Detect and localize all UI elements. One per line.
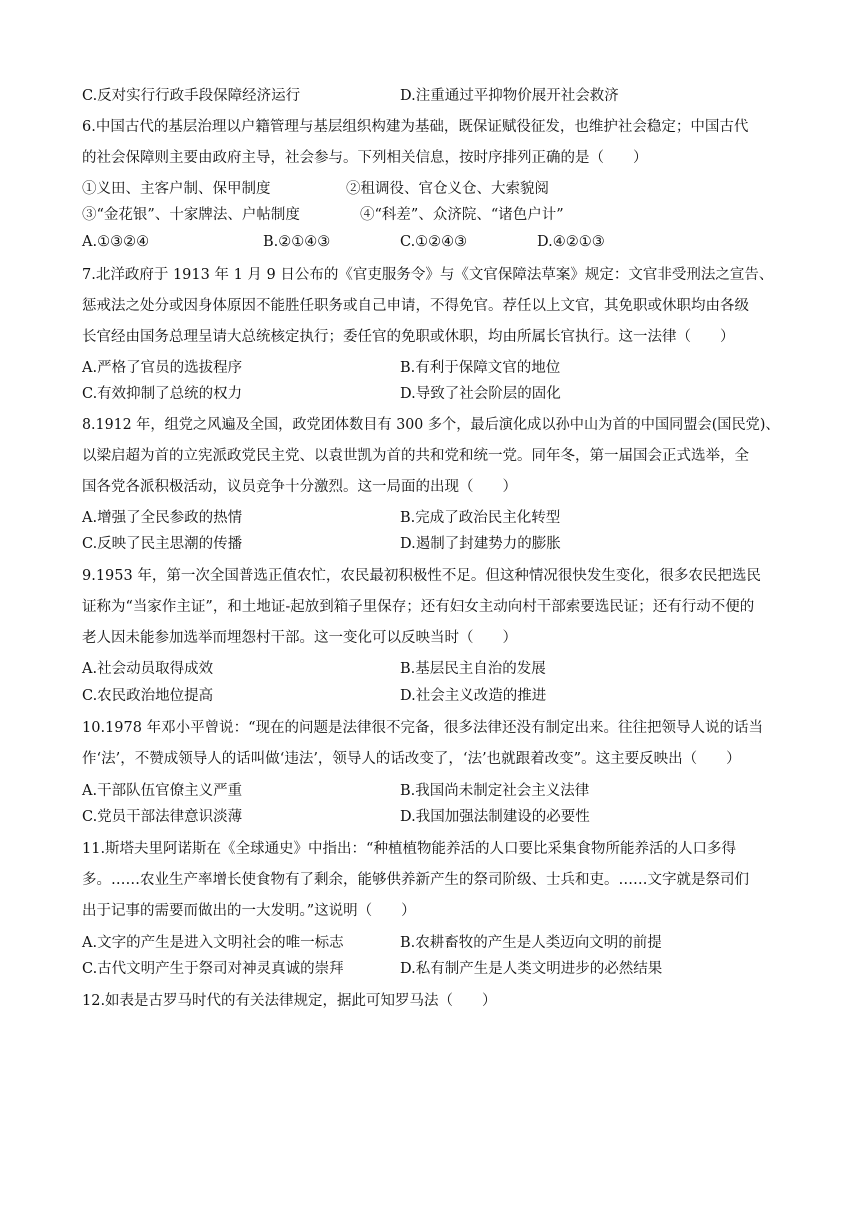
q7-option-a: A.严格了官员的选拔程序 [82,360,243,376]
q8-option-c: C.反映了民主思潮的传播 [82,536,243,552]
q9-option-a: A.社会动员取得成效 [82,661,214,677]
q7-stem-line3: 长官经由国务总理呈请大总统核定执行；委任官的免职或休职，均由所属长官执行。这一法律（ ） [82,329,735,345]
q7-option-c: C.有效抑制了总统的权力 [82,386,243,402]
q10-option-b: B.我国尚未制定社会主义法律 [400,783,590,799]
q9-option-b: B.基层民主自治的发展 [400,661,546,677]
q8-stem-line2: 以梁启超为首的立宪派政党民主党、以袁世凯为首的共和党和统一党。同年冬，第一届国会正式选举，全 [82,448,749,464]
q8-stem-line3: 国各党各派积极活动，议员竞争十分激烈。这一局面的出现（ ） [82,479,517,495]
q11-option-c: C.古代文明产生于祭司对神灵真诚的崇拜 [82,961,344,977]
q6-stem-line2: 的社会保障则主要由政府主导，社会参与。下列相关信息，按时序排列正确的是（ ） [82,150,648,166]
q6-option-b: B.②①④③ [263,234,331,250]
q10-option-a: A.干部队伍官僚主义严重 [82,783,243,799]
q6-option-c: C.①②④③ [400,234,468,250]
q11-stem-line1: 11.斯塔夫里阿诺斯在《全球通史》中指出：“种植植物能养活的人口要比采集食物所能养活的人口多得 [82,841,736,857]
q9-stem-line2: 证称为“当家作主证”，和土地证-起放到箱子里保存；还有妇女主动向村干部索要选民证；还有行动不便的 [82,599,755,615]
q10-option-c: C.党员干部法律意识淡薄 [82,809,243,825]
q11-stem-line3: 出于记事的需要而做出的一大发明。”这说明（ ） [82,903,416,919]
q10-option-d: D.我国加强法制建设的必要性 [400,809,590,825]
q8-option-a: A.增强了全民参政的热情 [82,510,243,526]
q5-option-c: C.反对实行行政手段保障经济运行 [82,88,301,104]
q7-option-b: B.有利于保障文官的地位 [400,360,561,376]
q9-option-c: C.农民政治地位提高 [82,688,214,704]
q6-option-d: D.④②①③ [537,234,605,250]
q10-stem-line1: 10.1978 年邓小平曾说：“现在的问题是法律很不完备，很多法律还没有制定出来。往往把领导人说的话当 [82,720,763,736]
q8-option-b: B.完成了政治民主化转型 [400,510,561,526]
q5-option-d: D.注重通过平抑物价展开社会救济 [400,88,619,104]
q7-stem-line2: 惩戒法之处分或因身体原因不能胜任职务或自己申请，不得免官。荐任以上文官，其免职或休职均由各级 [82,298,749,314]
q6-item-3: ③“金花银”、十家牌法、户帖制度 [82,207,300,223]
q6-option-a: A.①③②④ [82,234,150,250]
q6-item-2: ②租调役、官仓义仓、大索貌阅 [346,181,549,197]
q9-stem-line3: 老人因未能参加选举而埋怨村干部。这一变化可以反映当时（ ） [82,630,517,646]
q11-option-d: D.私有制产生是人类文明进步的必然结果 [400,961,663,977]
q8-stem-line1: 8.1912 年，组党之风遍及全国，政党团体数目有 300 多个，最后演化成以孙中山为首的中国同盟会(国民党)、 [82,417,780,433]
q9-option-d: D.社会主义改造的推进 [400,688,547,704]
q11-option-b: B.农耕畜牧的产生是人类迈向文明的前提 [400,935,662,951]
q6-stem-line1: 6.中国古代的基层治理以户籍管理与基层组织构建为基础，既保证赋役征发，也维护社会稳定；中国古代 [82,119,749,135]
q7-option-d: D.导致了社会阶层的固化 [400,386,561,402]
q11-option-a: A.文字的产生是进入文明社会的唯一标志 [82,935,344,951]
q6-item-1: ①义田、主客户制、保甲制度 [82,181,271,197]
q6-item-4: ④“科差”、众济院、“诸色户计” [360,207,564,223]
q9-stem-line1: 9.1953 年，第一次全国普选正值农忙，农民最初积极性不足。但这种情况很快发生变化，很多农民把选民 [82,568,761,584]
q11-stem-line2: 多。……农业生产率增长使食物有了剩余，能够供养新产生的祭司阶级、士兵和吏。……文字就是祭司们 [82,872,749,888]
q10-stem-line2: 作‘法’，不赞成领导人的话叫做‘违法’，领导人的话改变了，‘法’也就跟着改变”。这主要反映出（ ） [82,751,741,767]
q7-stem-line1: 7.北洋政府于 1913 年 1 月 9 日公布的《官吏服务令》与《文官保障法草案》规定：文官非受刑法之宣告、 [82,267,774,283]
q12-stem-line1: 12.如表是古罗马时代的有关法律规定，据此可知罗马法（ ） [82,993,497,1009]
q8-option-d: D.遏制了封建势力的膨胀 [400,536,561,552]
